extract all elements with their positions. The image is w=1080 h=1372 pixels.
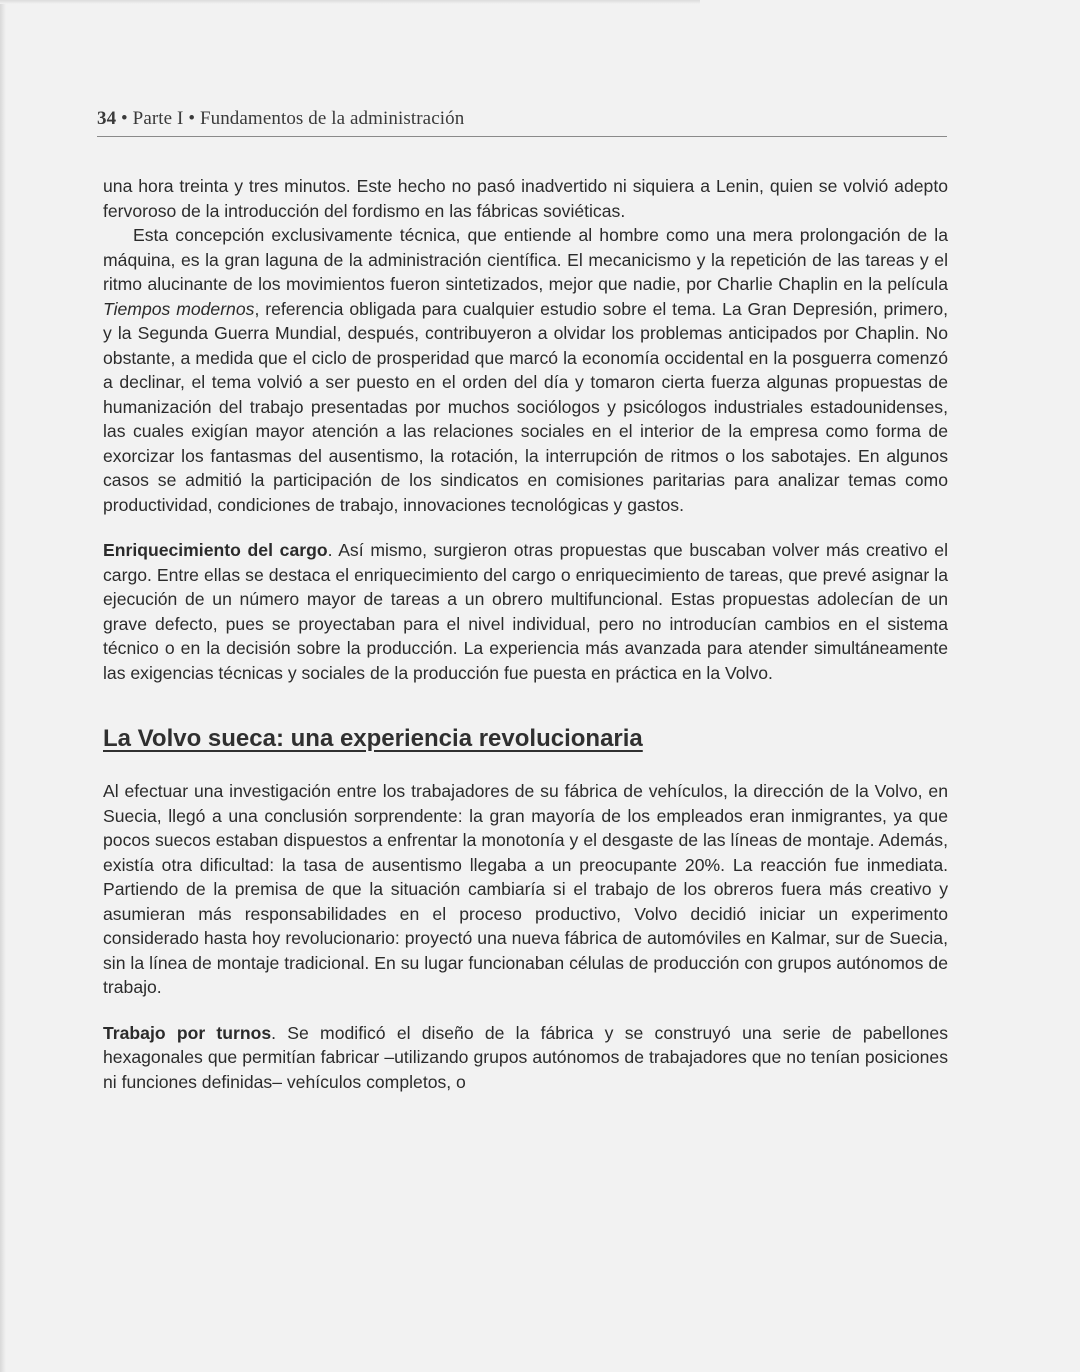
paragraph-turnos-text: . Se modificó el diseño de la fábrica y se construyó una serie de pabellones hexagonales que permitían fabricar –utilizando grupos autónomos de trabajadores que no tenían posiciones ni funciones definidas– vehículos completos, o bbox=[103, 1022, 948, 1092]
section-heading: La Volvo sueca: una experiencia revolucionaria bbox=[103, 725, 643, 752]
paragraph-enriquecimiento-text: . Así mismo, surgieron otras propuestas que buscaban volver más creativo el cargo. Entre ellas se destaca el enriquecimiento del cargo o enriquecimiento de tareas, que prevé asignar la ejecución de un número mayor de tareas a un obrero multifuncional. Estas propuestas adolecían de un grave defecto, pues se proyectaban para el nivel individual, pero no introducían cambios en el sistema técnico o en la decisión sobre la producción. La experiencia más avanzada para atender simultáneamente las exigencias técnicas y sociales de la producción fue puesta en práctica en la Volvo. bbox=[103, 540, 948, 683]
page-edge-left bbox=[0, 0, 6, 1372]
header-separator-1: • bbox=[116, 108, 133, 129]
paragraph-chaplin-text-b: , referencia obligada para cualquier estudio sobre el tema. La Gran Depresión, primero, y la Segunda Guerra Mundial, después, contribuyeron a olvidar los problemas anticipados por Chaplin. No obstante, a medida que el ciclo de prosperidad que marcó la economía occidental en la posguerra comenzó a declinar, el tema volvió a ser puesto en el orden del día y tomaron cierta fuerza algunas propuestas de humanización del trabajo presentadas por muchos sociólogos y psicólogos industriales estadounidenses, las cuales exigían mayor atención a las relaciones sociales en el interior de la empresa como forma de exorcizar los fantasmas del ausentismo, la rotación, la interrupción de ritmos o los sabotajes. En algunos casos se admitió la participación de los sindicatos en comisiones paritarias para analizar temas como productividad, condiciones de trabajo, innovaciones tecnológicas y gastos. bbox=[103, 298, 948, 515]
header-separator-2: • bbox=[183, 108, 200, 129]
page-edge-top bbox=[0, 0, 700, 4]
part-label: Parte I bbox=[132, 108, 184, 129]
paragraph-continuation: una hora treinta y tres minutos. Este hecho no pasó inadvertido ni siquiera a Lenin, quien se volvió adepto fervoroso de la introducción del fordismo en las fábricas soviéticas. bbox=[103, 176, 948, 221]
header-rule bbox=[97, 136, 947, 137]
run-in-heading-enriquecimiento: Enriquecimiento del cargo bbox=[103, 540, 328, 560]
run-in-heading-turnos: Trabajo por turnos bbox=[103, 1022, 272, 1043]
paragraph-enriquecimiento bbox=[103, 538, 948, 685]
paragraph-turnos bbox=[103, 1021, 948, 1095]
film-title: Tiempos modernos bbox=[103, 298, 255, 319]
paragraph-chaplin-text-a: Esta concepción exclusivamente técnica, que entiende al hombre como una mera prolongación de la máquina, es la gran laguna de la administración científica. El mecanicismo y la repetición de las tareas y el ritmo alucinante de los movimientos fueron sintetizados, mejor que nadie, por Charlie Chaplin en la película bbox=[103, 225, 948, 294]
page-body bbox=[103, 174, 948, 1094]
page-number: 34 bbox=[97, 108, 117, 129]
paragraph-volvo: Al efectuar una investigación entre los trabajadores de su fábrica de vehículos, la dirección de la Volvo, en Suecia, llegó a una conclusión sorprendente: la gran mayoría de los empleados eran inmigrantes, ya que pocos suecos estaban dispuestos a enfrentar la monotonía y el desgaste de las líneas de montaje. Además, existía otra dificultad: la tasa de ausentismo llegaba a un preocupante 20%. La reacción fue inmediata. Partiendo de la premisa de que la situación cambiaría si el trabajo de los obreros fuera más creativo y asumieran más responsabilidades en el proceso productivo, Volvo decidió iniciar un experimento considerado hasta hoy revolucionario: proyectó una nueva fábrica de automóviles en Kalmar, sur de Suecia, sin la línea de montaje tradicional. En su lugar funcionaban células de producción con grupos autónomos de trabajo. bbox=[103, 781, 948, 997]
running-head bbox=[97, 108, 947, 130]
paragraph-chaplin bbox=[103, 223, 948, 517]
chapter-title: Fundamentos de la administración bbox=[199, 108, 465, 129]
